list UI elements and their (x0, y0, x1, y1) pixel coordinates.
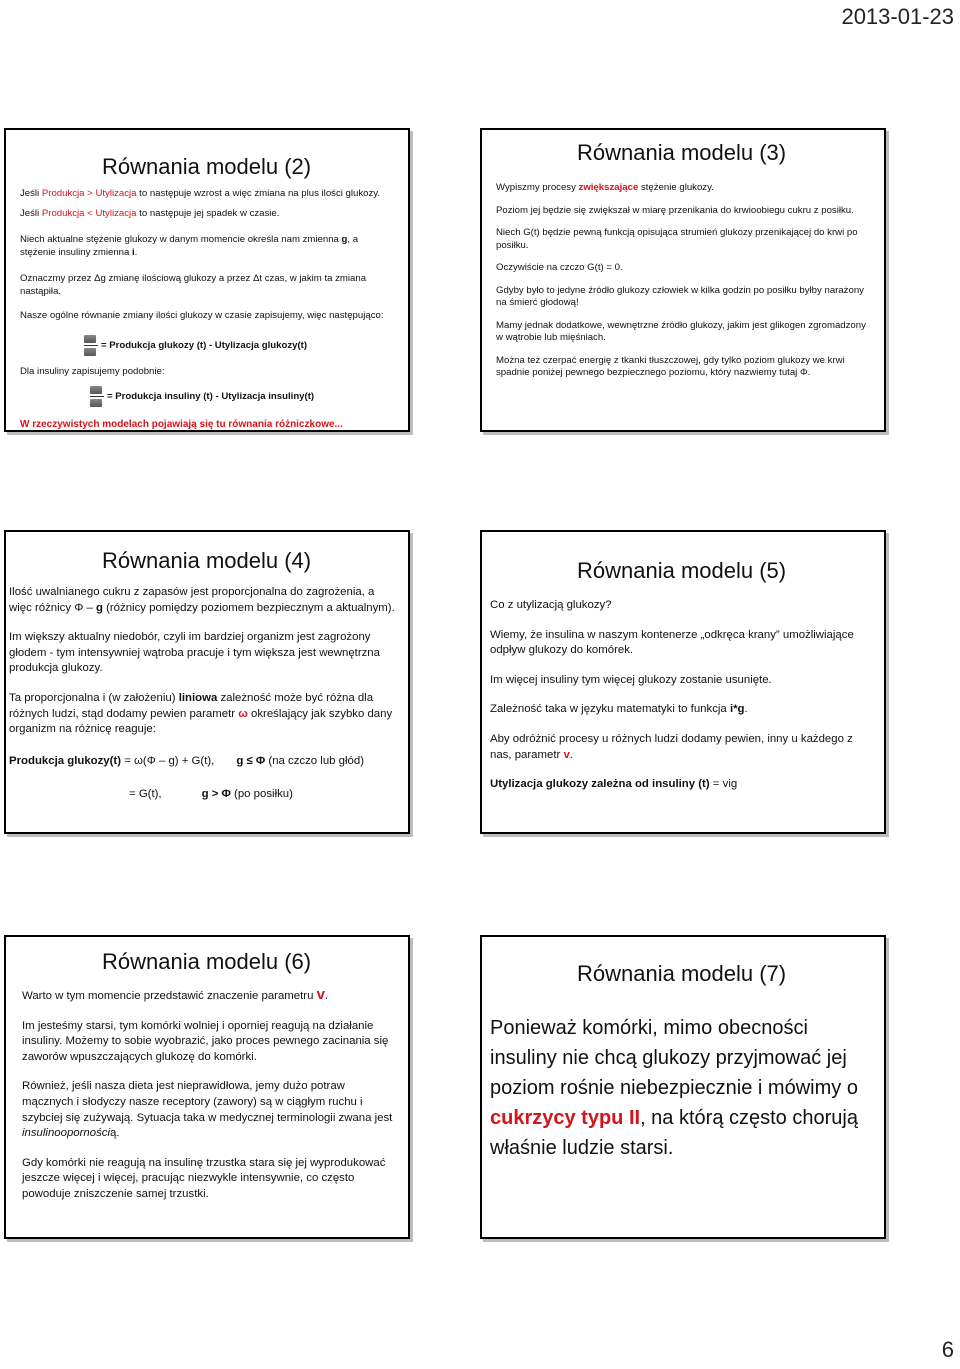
slide-body (22, 987, 396, 1216)
text-line: Co z utylizacją glukozy? (490, 599, 612, 611)
text-line: Można też czerpać energię z tkanki tłuszczowej, gdy tylko poziom glukozy we krwi spadnie poniżej pewnego bezpiecznego poziomu, który nazwiemy tutaj Φ. (496, 354, 845, 378)
slide-body (20, 188, 396, 432)
text-line: Im jesteśmy starsi, tym komórki wolniej i oporniej reagują na działanie insuliny. Możemy to sobie wyobrazić, jako proces pewnego zacinania się zaworów wpuszczających glukozę do komórki. (22, 1019, 389, 1063)
text-line: Wiemy, że insulina w naszym kontenerze „odkręca krany” umożliwiające odpływ glukozy do komórek. (490, 628, 854, 657)
conclusion-line: W rzeczywistych modelach pojawiają się tu równania różniczkowe... (20, 419, 343, 430)
slide-title: Równania modelu (4) (102, 548, 312, 573)
text-line: Niech G(t) będzie pewną funkcją opisująca strumień glukozy przenikającej do krwi po posiłku. (496, 227, 858, 251)
text-line: Im więcej insuliny tym więcej glukozy zostanie usunięte. (490, 673, 772, 686)
equation-glucose: = Produkcja glukozy (t) - Utylizacja glukozy(t) (20, 335, 396, 356)
text-line: Wypiszmy procesy zwiększające stężenie glukozy. (496, 182, 714, 193)
text-line: Oczywiście na czczo G(t) = 0. (496, 262, 623, 273)
equation-production: Produkcja glukozy(t) = ω(Φ – g) + G(t), g ≤ Φ (na czczo lub głód) (9, 754, 365, 767)
fraction-icon (84, 335, 98, 356)
slide-rownania-modelu-4 (4, 530, 410, 834)
slide-body (9, 585, 396, 816)
text-line: Ta proporcjonalna i (w założeniu) liniowa zależność może być różna dla różnych ludzi, stąd dodamy pewien parametr ω określający jak szybko dany organizm na różnicę reaguje: (9, 691, 393, 736)
slide-rownania-modelu-7 (480, 935, 886, 1239)
text-line: Nasze ogólne równanie zmiany ilości glukozy w czasie zapisujemy, więc następująco: (20, 310, 384, 321)
fraction-icon (90, 386, 104, 407)
slide-title: Równania modelu (7) (577, 961, 787, 986)
slide-rownania-modelu-5 (480, 530, 886, 834)
slide-body (496, 182, 872, 387)
text-line: Również, jeśli nasza dieta jest nieprawidłowa, jemy dużo potraw mącznych i słodyczy nasze receptory (zawory) są w ciągłym ruchu i szybciej się zużywają. Sytuacja taka w medycznej terminologii zwana jest insulinoopornością. (22, 1080, 393, 1140)
text-line: Jeśli Produkcja > Utylizacja to następuje wzrost a więc zmiana na plus ilości glukozy. (20, 188, 381, 199)
text-line: Zależność taka w języku matematyki to funkcja i*g. (490, 703, 748, 716)
slide-rownania-modelu-6 (4, 935, 410, 1239)
slide-rownania-modelu-2 (4, 128, 410, 432)
text-line: Utylizacja glukozy zależna od insuliny (t) = vig (490, 778, 738, 791)
slide-body (490, 598, 872, 806)
text-line: Dla insuliny zapisujemy podobnie: (20, 365, 165, 377)
text-line: Warto w tym momencie przedstawić znaczenie parametru v. (22, 986, 329, 1003)
slide-rownania-modelu-3 (480, 128, 886, 432)
page-number: 6 (941, 1337, 954, 1362)
text-line: Niech aktualne stężenie glukozy w danym momencie określa nam zmienna g, a stężenie insuliny zmienna i. (20, 234, 359, 258)
text-line: Im większy aktualny niedobór, czyli im bardziej organizm jest zagrożony głodem - tym intensywniej wątroba pracuje i tym większa jest wewnętrzna produkcja glukozy. (9, 631, 380, 675)
equation-production-2: = G(t), g > Φ (po posiłku) (129, 788, 293, 801)
slide-title: Równania modelu (6) (102, 949, 312, 974)
text-line: Poziom jej będzie się zwiększał w miarę przenikania do krwioobiegu cukru z posiłku. (496, 204, 854, 216)
slide-body (490, 1013, 876, 1163)
text-line: Mamy jednak dodatkowe, wewnętrzne źródło glukozy, jakim jest glikogen zgromadzony w wątrobie lub mięśniach. (496, 319, 866, 343)
text-line: Ilość uwalnianego cukru z zapasów jest proporcjonalna do zagrożenia, a więc różnicy Φ – g (różnicy pomiędzy poziomem bezpiecznym a aktualnym). (9, 586, 395, 614)
slide-title: Równania modelu (5) (577, 558, 787, 583)
text-line: Aby odróżnić procesy u różnych ludzi dodamy pewien, inny u każdego z nas, parametr v. (490, 732, 853, 761)
text-line: Ponieważ komórki, mimo obecności insuliny nie chcą glukozy przyjmować jej poziom rośnie niebezpiecznie i mówimy o cukrzycy typu II, na którą często chorują właśnie ludzie starsi. (490, 1017, 858, 1159)
equation-insulin: = Produkcja insuliny (t) - Utylizacja insuliny(t) (20, 386, 396, 407)
text-line: Gdyby było to jedyne źródło glukozy człowiek w kilka godzin po posiłku byłby narażony na śmierć głodową! (496, 284, 864, 308)
text-line: Gdy komórki nie reagują na insulinę trzustka stara się jej wyprodukować jeszcze więcej i więcej, pracując niezwykle intensywnie, co często powoduje zniszczenie samej trzustki. (22, 1156, 386, 1200)
text-line: Oznaczmy przez Δg zmianę ilościową glukozy a przez Δt czas, w jakim ta zmiana nastąpiła. (20, 273, 367, 297)
document-date: 2013-01-23 (841, 4, 954, 29)
slide-title: Równania modelu (3) (577, 140, 787, 165)
text-line: Jeśli Produkcja < Utylizacja to następuje jej spadek w czasie. (20, 207, 280, 219)
slide-title: Równania modelu (2) (102, 154, 312, 179)
